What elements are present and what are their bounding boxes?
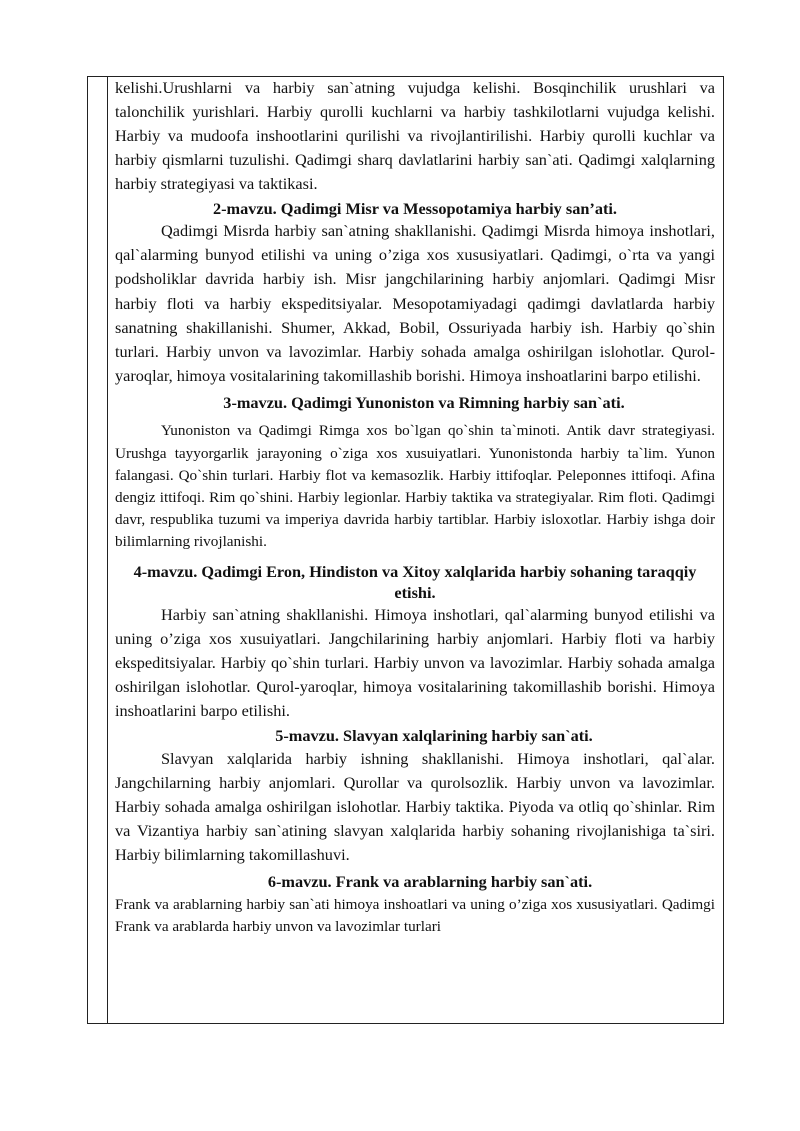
topic-3-heading: 3-mavzu. Qadimgi Yunoniston va Rimning harbiy san`ati.: [223, 393, 625, 413]
topic-6-heading: 6-mavzu. Frank va arablarning harbiy san`ati.: [267, 871, 593, 891]
topic-5-paragraph: Slavyan xalqlarida harbiy ishning shakllanishi. Himoya inshotlari, qal`alar. Jangchilarning harbiy anjomlari. Qurollar va qurolsozlik. Harbiy unvon va lavozimlar. Harbiy sohada amalga oshirilgan islohotlar. Harbiy taktika. Piyoda va otliq qo`shinlar. Rim va Vizantiya harbiy san`atining slavyan xalqlarida harbiy sohaning rivojlanishiga ta`siri. Harbiy bilimlarning takomillashuvi.: [115, 748, 715, 865]
intro-paragraph: kelishi.Urushlarni va harbiy san`atning vujudga kelishi. Bosqinchilik urushlari va talonchilik yurishlari. Harbiy qurolli kuchlarni va harbiy tashkilotlarni vujudga kelishi. Harbiy va mudoofa inshootlarini qurilishi va rivojlantirilishi. Harbiy qurolli kuchlar va harbiy qismlarni tuzulishi. Qadimgi sharq davlatlarini harbiy san`ati. Qadimgi xalqlarning harbiy strategiyasi va taktikasi.: [115, 78, 715, 193]
topic-5-heading: 5-mavzu. Slavyan xalqlarining harbiy san`ati.: [275, 725, 593, 745]
topic-3-paragraph: Yunoniston va Qadimgi Rimga xos bo`lgan qo`shin ta`minoti. Antik davr strategiyasi. Urushga tayyorgarlik jarayoning o`ziga xos xusuiyatlari. Yunonistonda harbiy ta`lim. Yunon falangasi. Qo`shin turlari. Harbiy flot va kemasozlik. Harbiy ittifoqlar. Peleponnes ittifoqi. Afina dengiz ittifoqi. Rim qo`shini. Harbiy legionlar. Harbiy taktika va strategiyalar. Rim floti. Qadimgi davr, respublika tuzumi va imperiya davrida harbiy tartiblar. Harbiy isloxotlar. Harbiy ishga doir bilimlarning rivojlanishi.: [115, 422, 715, 551]
topic-4-heading: 4-mavzu. Qadimgi Eron, Hindiston va Xitoy xalqlarida harbiy sohaning taraqqiy etishi.: [133, 561, 697, 602]
topic-4-paragraph: Harbiy san`atning shakllanishi. Himoya inshotlari, qal`alarming bunyod etilishi va uning o’ziga xos xusuiyatlari. Jangchilarining harbiy anjomlari. Harbiy floti va harbiy ekspeditsiyalar. Harbiy qo`shin turlari. Harbiy unvon va lavozimlar. Harbiy sohada amalga oshirilgan islohotlar. Qurol-yaroqlar, himoya vositalarining takomillashib borishi. Himoya inshoatlarini barpo etilishi.: [115, 604, 715, 721]
column-divider: [107, 76, 108, 1024]
topic-6-paragraph: Frank va arablarning harbiy san`ati himoya inshoatlari va uning o’ziga xos xususiyatlari. Qadimgi Frank va arablarda harbiy unvon va lavozimlar turlari: [115, 895, 715, 935]
table-cell-content: [115, 76, 715, 1023]
topic-2-paragraph: Qadimgi Misrda harbiy san`atning shakllanishi. Qadimgi Misrda himoya inshotlari, qal`alarming bunyod etilishi va uning o’ziga xos xususiyatlari. Qadimgi, o`rta va yangi podsholiklar davrida harbiy ish. Misr jangchilarining harbiy anjomlari. Qadimgi Misr harbiy floti va harbiy ekspeditsiyalar. Mesopotamiyadagi qadimgi davlatlarda harbiy sanatning shakillanishi. Shumer, Akkad, Bobil, Ossuriyada harbiy ish. Harbiy qo`shin turlari. Harbiy unvon va lavozimlar. Harbiy sohada amalga oshirilgan islohotlar. Qurol-yaroqlar, himoya vositalarining takomillashib borishi. Himoya inshoatlarini barpo etilishi.: [115, 221, 715, 386]
topic-2-heading: 2-mavzu. Qadimgi Misr va Messopotamiya harbiy san’ati.: [212, 199, 617, 218]
